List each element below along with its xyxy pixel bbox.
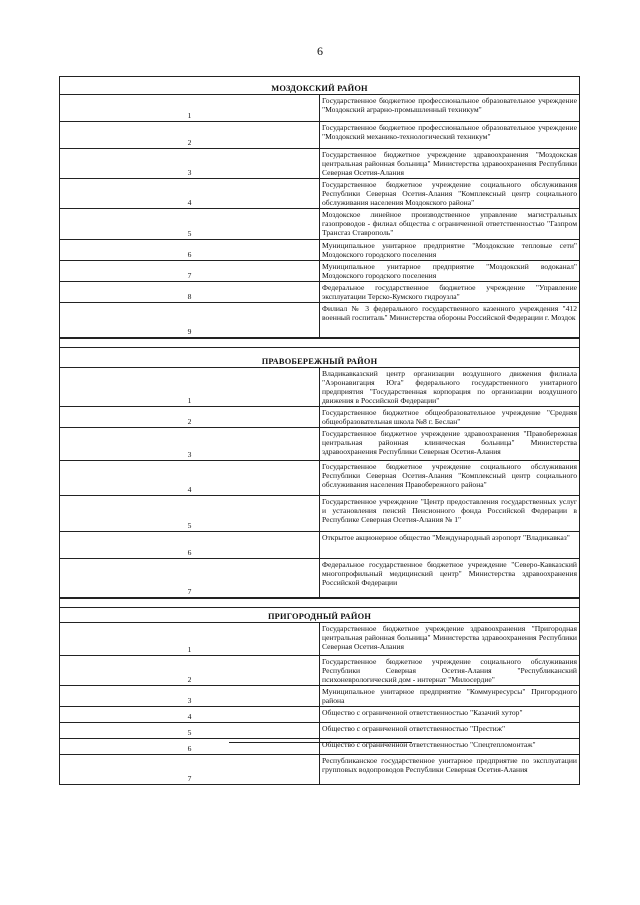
row-number: 7 xyxy=(60,559,320,598)
organization-name: Общество с ограниченной ответственностью "Престиж" xyxy=(320,723,580,739)
table-row xyxy=(60,755,580,785)
section-mozdok-district xyxy=(59,76,580,338)
organization-name: Государственное бюджетное учреждение здравоохранения "Правобережная центральная районная клиническая больница" Министерства здравоохранения Республики Северная Осетия-Алания xyxy=(320,428,580,461)
row-number: 1 xyxy=(60,368,320,407)
table-row xyxy=(60,532,580,559)
row-number: 4 xyxy=(60,707,320,723)
organization-name: Федеральное государственное бюджетное учреждение "Северо-Кавказский многопрофильный медицинский центр" Министерства здравоохранения Российской Федерации xyxy=(320,559,580,598)
table-row xyxy=(60,240,580,261)
organization-name: Муниципальное унитарное предприятие "Моздокские тепловые сети" Моздокского городского поселения xyxy=(320,240,580,261)
row-number: 3 xyxy=(60,428,320,461)
table-row xyxy=(60,559,580,598)
section-header-row xyxy=(60,348,580,368)
organizations-register xyxy=(59,76,580,785)
table-row xyxy=(60,461,580,496)
table-row xyxy=(60,723,580,739)
table-row xyxy=(60,656,580,686)
row-number: 4 xyxy=(60,461,320,496)
table-row xyxy=(60,282,580,303)
row-number: 5 xyxy=(60,496,320,532)
section-spacer xyxy=(60,339,580,348)
table-row xyxy=(60,407,580,428)
row-number: 2 xyxy=(60,656,320,686)
organization-name: Моздокское линейное производственное управление магистральных газопроводов - филиал общества с ограниченной ответственностью "Газпром Трансгаз Ставрополь" xyxy=(320,209,580,240)
row-number: 8 xyxy=(60,282,320,303)
section-title: ПРИГОРОДНЫЙ РАЙОН xyxy=(60,608,580,623)
spacer-cell xyxy=(60,339,580,348)
page-number: 6 xyxy=(317,44,323,58)
table-row xyxy=(60,428,580,461)
table-row xyxy=(60,623,580,656)
row-number: 9 xyxy=(60,303,320,338)
organization-name: Республиканское государственное унитарное предприятие по эксплуатации групповых водопроводов Республики Северная Осетия-Алания xyxy=(320,755,580,785)
closing-rule xyxy=(229,742,412,743)
table-row xyxy=(60,368,580,407)
organization-name: Общество с ограниченной ответственностью "Спецтепломонтаж" xyxy=(320,739,580,755)
organization-name: Владикавказский центр организации воздушного движения филиала "Аэронавигация Юга" федерального государственного унитарного предприятия "Государственная корпорация по организации воздушного движения в Российской Федерации" xyxy=(320,368,580,407)
row-number: 6 xyxy=(60,739,320,755)
organization-name: Государственное бюджетное учреждение социального обслуживания Республики Северная Осетия-Алания "Республиканский психоневрологический дом - интернат "Милосердие" xyxy=(320,656,580,686)
organization-name: Государственное бюджетное учреждение социального обслуживания Республики Северная Осетия-Алания "Комплексный центр социального обслуживания населения Моздокского района" xyxy=(320,179,580,209)
section-header-row xyxy=(60,77,580,95)
table-row xyxy=(60,149,580,179)
organization-name: Государственное бюджетное учреждение социального обслуживания Республики Северная Осетия-Алания "Комплексный центр социального обслуживания населения Правобережного района" xyxy=(320,461,580,496)
table-row xyxy=(60,739,580,755)
row-number: 5 xyxy=(60,723,320,739)
row-number: 6 xyxy=(60,240,320,261)
section-title: МОЗДОКСКИЙ РАЙОН xyxy=(60,77,580,95)
organization-name: Государственное бюджетное профессиональное образовательное учреждение "Моздокский механико-технологический техникум" xyxy=(320,122,580,149)
table-row xyxy=(60,303,580,338)
organization-name: Федеральное государственное бюджетное учреждение "Управление эксплуатации Терско-Кумского гидроузла" xyxy=(320,282,580,303)
section-title: ПРАВОБЕРЕЖНЫЙ РАЙОН xyxy=(60,348,580,368)
section-pravoberezhny-district xyxy=(59,338,580,598)
row-number: 6 xyxy=(60,532,320,559)
table-row xyxy=(60,261,580,282)
spacer-cell xyxy=(60,599,580,608)
row-number: 1 xyxy=(60,95,320,122)
organization-name: Муниципальное унитарное предприятие "Моздокский водоканал" Моздокского городского поселения xyxy=(320,261,580,282)
row-number: 7 xyxy=(60,755,320,785)
organization-name: Муниципальное унитарное предприятие "Коммунресурсы" Пригородного района xyxy=(320,686,580,707)
row-number: 3 xyxy=(60,149,320,179)
table-row xyxy=(60,686,580,707)
organization-name: Филиал № 3 федерального государственного казенного учреждения "412 военный госпиталь" Министерства обороны Российской Федерации г. Моздок xyxy=(320,303,580,338)
organization-name: Государственное бюджетное общеобразовательное учреждение "Средняя общеобразовательная школа №8 г. Беслан" xyxy=(320,407,580,428)
table-row xyxy=(60,122,580,149)
table-row xyxy=(60,95,580,122)
row-number: 2 xyxy=(60,122,320,149)
organization-name: Государственное учреждение "Центр предоставления государственных услуг и установления пенсий Пенсионного фонда Российской Федерации в Республике Северная Осетия-Алания № 1" xyxy=(320,496,580,532)
section-prigorodny-district xyxy=(59,598,580,785)
section-header-row xyxy=(60,608,580,623)
organization-name: Государственное бюджетное профессиональное образовательное учреждение "Моздокский аграрно-промышленный техникум" xyxy=(320,95,580,122)
table-row xyxy=(60,179,580,209)
organization-name: Открытое акционерное общество "Международный аэропорт "Владикавказ" xyxy=(320,532,580,559)
organization-name: Государственное бюджетное учреждение здравоохранения "Моздокская центральная районная больница" Министерства здравоохранения Республики Северная Осетия-Алания xyxy=(320,149,580,179)
row-number: 7 xyxy=(60,261,320,282)
table-row xyxy=(60,496,580,532)
row-number: 3 xyxy=(60,686,320,707)
table-row xyxy=(60,707,580,723)
organization-name: Общество с ограниченной ответственностью "Казачий хутор" xyxy=(320,707,580,723)
table-row xyxy=(60,209,580,240)
section-spacer xyxy=(60,599,580,608)
row-number: 2 xyxy=(60,407,320,428)
organization-name: Государственное бюджетное учреждение здравоохранения "Пригородная центральная районная больница" Министерства здравоохранения Республики Северная Осетия-Алания xyxy=(320,623,580,656)
row-number: 1 xyxy=(60,623,320,656)
row-number: 4 xyxy=(60,179,320,209)
row-number: 5 xyxy=(60,209,320,240)
